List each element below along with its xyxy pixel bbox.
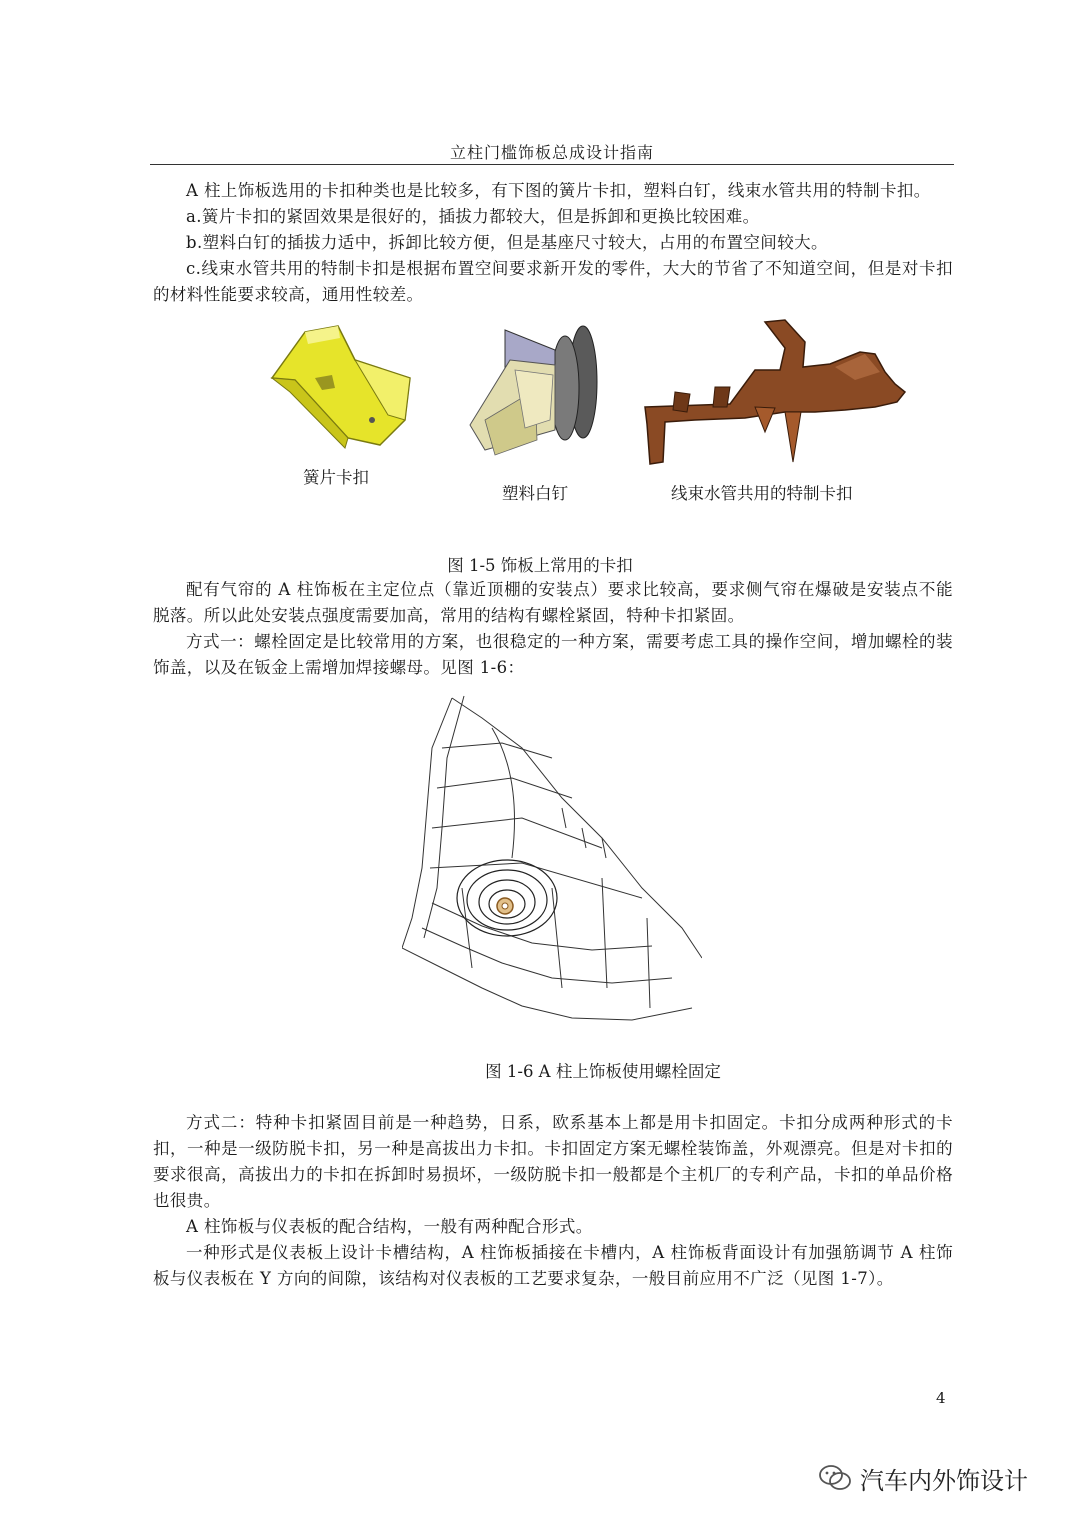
- paragraph-spring-clip: a.簧片卡扣的紧固效果是很好的，插拔力都较大，但是拆卸和更换比较困难。: [186, 207, 760, 226]
- page-number: 4: [936, 1389, 946, 1407]
- label-plastic-rivet: 塑料白钉: [502, 484, 568, 503]
- figure-caption-1-5: 图 1-5 饰板上常用的卡扣: [447, 556, 633, 575]
- page-header: 立柱门槛饰板总成设计指南: [449, 143, 654, 162]
- wechat-icon: [818, 1464, 852, 1492]
- watermark-text: 汽车内外饰设计: [860, 1466, 1028, 1495]
- paragraph-clip-types: A 柱上饰板选用的卡扣种类也是比较多，有下图的簧片卡扣，塑料白钉，线束水管共用的特制卡扣。: [186, 181, 931, 200]
- figure-caption-1-6: 图 1-6 A 柱上饰板使用螺栓固定: [485, 1062, 721, 1081]
- plastic-rivet-image: [465, 320, 635, 480]
- paragraph-slot-structure: 一种形式是仪表板上设计卡槽结构，A 柱饰板插接在卡槽内，A 柱饰板背面设计有加强筋调节 A 柱饰板与仪表板在 Y 方向的间隙，该结构对仪表板的工艺要求复杂，一般目前应用不广泛（见图 1-7）。: [153, 1243, 953, 1288]
- a-pillar-wireframe-figure: [402, 688, 702, 1028]
- watermark: [818, 1458, 1028, 1498]
- paragraph-method-one: 方式一：螺栓固定是比较常用的方案，也很稳定的一种方案，需要考虑工具的操作空间，增加螺栓的装饰盖，以及在钣金上需增加焊接螺母。见图 1-6：: [153, 632, 953, 677]
- label-special-clip: 线束水管共用的特制卡扣: [671, 484, 853, 503]
- paragraph-method-two: 方式二：特种卡扣紧固目前是一种趋势，日系，欧系基本上都是用卡扣固定。卡扣分成两种形式的卡扣，一种是一级防脱卡扣，另一种是高拔出力卡扣。卡扣固定方案无螺栓装饰盖，外观漂亮。但是对卡扣的要求很高，高拔出力的卡扣在拆卸时易损坏，一级防脱卡扣一般都是个主机厂的专利产品，卡扣的单品价格也很贵。: [153, 1113, 953, 1210]
- paragraph-special-clip: c.线束水管共用的特制卡扣是根据布置空间要求新开发的零件，大大的节省了不知道空间，但是对卡扣的材料性能要求较高，通用性较差。: [153, 259, 953, 304]
- paragraph-ip-fit: A 柱饰板与仪表板的配合结构，一般有两种配合形式。: [186, 1217, 593, 1236]
- header-rule: [150, 164, 954, 165]
- spring-clip-image: [260, 320, 420, 470]
- figure-clips: [255, 312, 915, 512]
- special-clip-image: [635, 312, 910, 472]
- label-spring-clip: 簧片卡扣: [303, 468, 369, 487]
- paragraph-airbag-mount: 配有气帘的 A 柱饰板在主定位点（靠近顶棚的安装点）要求比较高，要求侧气帘在爆破是安装点不能脱落。所以此处安装点强度需要加高，常用的结构有螺栓紧固，特种卡扣紧固。: [153, 580, 953, 625]
- paragraph-plastic-rivet: b.塑料白钉的插拔力适中，拆卸比较方便，但是基座尺寸较大，占用的布置空间较大。: [186, 233, 828, 252]
